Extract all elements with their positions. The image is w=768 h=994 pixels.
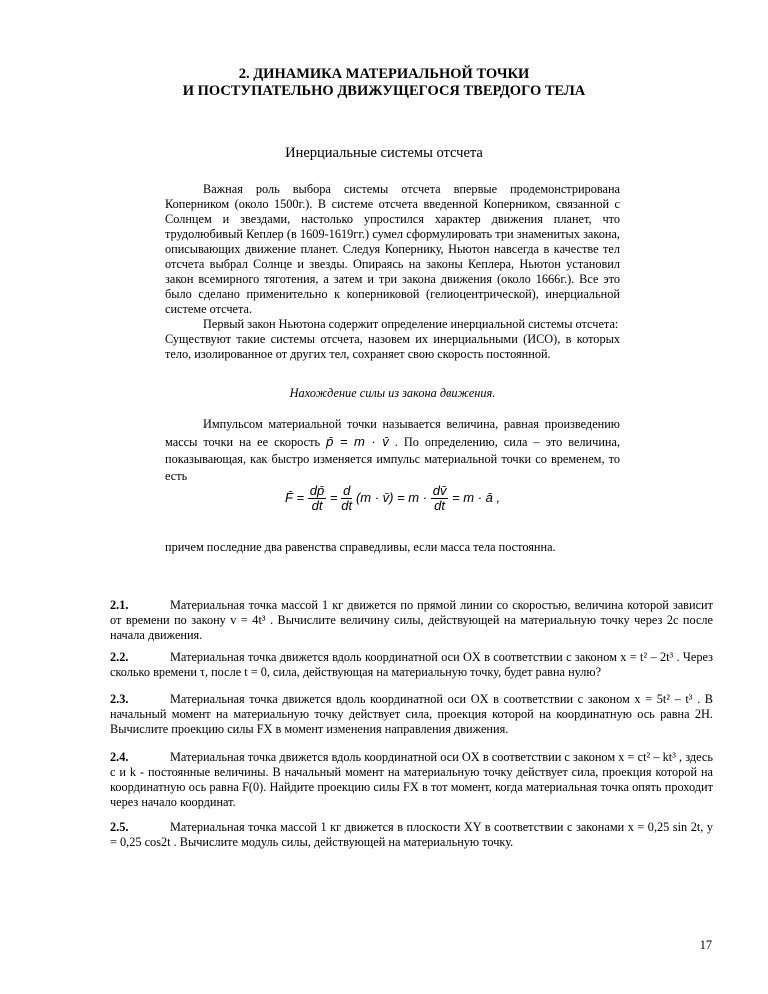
subsection-title: Нахождение силы из закона движения.: [289, 386, 496, 400]
momentum-text-a: Импульсом материальной точки называется величина, равная произведению массы точки на ее скорость: [165, 417, 620, 449]
problem-number: 2.3.: [110, 692, 129, 706]
intro-paragraph-2: Первый закон Ньютона содержит определение инерциальной системы отсчета:: [203, 317, 619, 331]
fraction-numerator: dp̄: [309, 483, 325, 498]
problem-2-3: [110, 692, 713, 737]
momentum-formula: p̄ = m · v̄: [326, 434, 389, 449]
fraction-denominator: dt: [434, 498, 445, 513]
momentum-paragraph: [165, 416, 620, 485]
fraction-d-dt: [341, 484, 352, 513]
fraction-dv-dt: [431, 484, 449, 513]
fraction-denominator: dt: [311, 498, 323, 513]
problem-text: Материальная точка массой 1 кг движется по прямой линии со скоростью, величина которой зависит от времени по закону v = 4t³ . Вычислите величину силы, действующей на материальную точку через 2с после начала движения.: [110, 598, 713, 642]
problem-number: 2.5.: [110, 820, 129, 834]
fraction-denominator: dt: [341, 498, 353, 513]
page-number: 17: [699, 938, 712, 952]
problem-2-2: [110, 650, 713, 680]
formula-middle: (m · v̄) = m ·: [355, 489, 428, 505]
force-formula: [285, 484, 545, 524]
intro-paragraph-3: Существуют такие системы отсчета, назовем их инерциальными (ИСО), в которых тело, изолированное от других тел, сохраняет свою скорость постоянной.: [165, 332, 620, 361]
fraction-dp-dt: [308, 484, 326, 513]
section-title: Инерциальные системы отсчета: [285, 145, 483, 161]
problem-number: 2.1.: [110, 598, 129, 612]
problem-text: Материальная точка движется вдоль координатной оси OX в соответствии с законом x = t² – 2t³ . Через сколько времени τ, после t = 0, сила, действующая на материальную точку, будет равна нулю?: [110, 650, 713, 679]
intro-paragraph-1: Важная роль выбора системы отсчета впервые продемонстрирована Коперником (около 1500г.). В системе отсчета введенной Коперником, связанной с Солнцем и звездами, настолько упростился характер движения планет, что трудолюбивый Кеплер (в 1609-1619гг.) сумел сформулировать три знаменитых закона, описывающих движение планет. Следуя Копернику, Ньютон навсегда в качестве тел отсчета выбрал Солнце и звезды. Опираясь на законы Кеплера, Ньютон установил закон всемирного тяготения, а затем и три закона движения (около 1666г.). Все это было сделано применительно к коперниковой (гелиоцентрической), инерциальной системе отсчета.: [165, 182, 620, 316]
problem-2-4: [110, 750, 713, 810]
momentum-text-b: . По определению, сила – это величина, показывающая, как быстро изменяется импульс материальной точки со временем, то есть: [165, 435, 621, 483]
chapter-title: [0, 66, 768, 100]
fraction-numerator: dv̄: [432, 483, 447, 498]
formula-lhs: F̄ =: [285, 489, 305, 505]
formula-equals: =: [329, 489, 338, 505]
problem-2-5: [110, 820, 713, 850]
formula-rhs: = m · ā ,: [452, 489, 501, 505]
problem-text: Материальная точка движется вдоль координатной оси OX в соответствии с законом x = 5t² – t³ . В начальный момент на материальную точку действует сила, проекция которой на координатную ось равна 2H. Вычислите проекцию силы FX в момент изменения направления движения.: [110, 692, 713, 736]
formula-note: причем последние два равенства справедливы, если масса тела постоянна.: [165, 540, 556, 554]
intro-section: [165, 182, 620, 362]
problem-2-1: [110, 598, 713, 643]
chapter-title-line2: И ПОСТУПАТЕЛЬНО ДВИЖУЩЕГОСЯ ТВЕРДОГО ТЕЛА: [182, 83, 586, 99]
fraction-numerator: d: [343, 483, 351, 498]
chapter-title-line1: 2. ДИНАМИКА МАТЕРИАЛЬНОЙ ТОЧКИ: [238, 66, 530, 82]
problem-text: Материальная точка движется вдоль координатной оси OX в соответствии с законом x = ct² – kt³ , здесь c и k - постоянные величины. В начальный момент на материальную точку действует сила, проекция которой на координатную ось равна F(0). Найдите проекцию силы FX в тот момент, когда материальная точка опять проходит через начало координат.: [110, 750, 713, 809]
problem-number: 2.2.: [110, 650, 129, 664]
problem-text: Материальная точка массой 1 кг движется в плоскости XY в соответствии с законами x = 0,25 sin 2t, y = 0,25 cos2t . Вычислите модуль силы, действующей на материальную точку.: [110, 820, 713, 849]
problem-number: 2.4.: [110, 750, 129, 764]
